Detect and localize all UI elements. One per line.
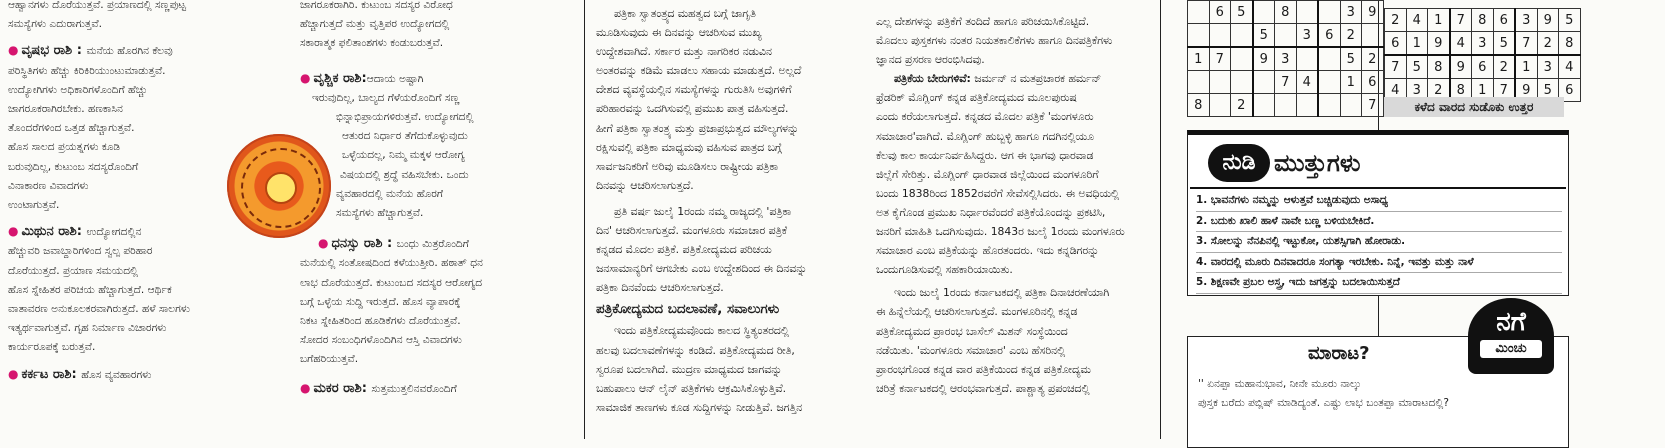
sudoku-cell (1209, 71, 1231, 94)
sudoku-cell: 1 (1406, 32, 1428, 56)
sudoku-cell: 1 (1340, 71, 1362, 94)
sudoku-cell (1188, 24, 1210, 48)
sudoku-cell (1209, 24, 1231, 48)
sudoku-cell (1188, 1, 1210, 24)
sudoku-puzzle-grid (1187, 0, 1384, 117)
quotes-list (1196, 191, 1562, 294)
sudoku-cell: 4 (1385, 79, 1407, 102)
makara-heading: ● ಮಕರ ರಾಶಿ: ಸುತ್ತಮುತ್ತಲಿನವರೊಂದಿಗೆ (300, 380, 457, 396)
sudoku-cell (1318, 71, 1340, 94)
table-row (1188, 1, 1384, 24)
sudoku-cell: 9 (1362, 1, 1384, 24)
sudoku-cell: 8 (1472, 9, 1494, 32)
sudoku-cell: 8 (1275, 1, 1297, 24)
sudoku-cell (1253, 71, 1275, 94)
sudoku-cell (1296, 94, 1318, 117)
sudoku-cell: 9 (1253, 47, 1275, 71)
mithuna-heading: ● ಮಿಥುನ ರಾಶಿ: ಉದ್ಯೋಗದಲ್ಲಿನ (8, 224, 142, 240)
sudoku-cell: 5 (1253, 24, 1275, 48)
article-col-2 (876, 12, 1156, 439)
sudoku-cell: 8 (1188, 94, 1210, 117)
bullet-icon: ● (8, 366, 19, 381)
article-para-2: ಪ್ರತಿ ವರ್ಷ ಜುಲೈ 1ರಂದು ನಮ್ಮ ರಾಜ್ಯದಲ್ಲಿ 'ಪತ್ರಿಕಾ ದಿನ' ಆಚರಿಸಲಾಗುತ್ತದೆ. ಮಂಗಳೂರು ಸಮಾಚಾರ ಪತ್ರಿಕೆ ಕನ್ನಡದ ಮೊದಲ ಪತ್ರಿಕೆ. ಪತ್ರಿಕೋದ್ಯಮದ ಪರಿಚಯ ಜನಸಾಮಾನ್ಯರಿಗೆ ಆಗಬೇಕು ಎಂಬ ಉದ್ದೇಶದಿಂದ ಈ ದಿನವನ್ನು ಪತ್ರಿಕಾ ದಿನವೆಂದು ಆಚರಿಸಲಾಗುತ್ತದೆ. (596, 204, 808, 295)
sudoku-cell: 2 (1537, 32, 1559, 56)
sudoku-cell: 7 (1209, 47, 1231, 71)
sudoku-cell: 7 (1385, 55, 1407, 79)
sudoku-cell: 6 (1493, 9, 1515, 32)
sudoku-cell: 3 (1515, 9, 1537, 32)
horoscope-col-2 (300, 0, 576, 439)
sudoku-cell: 1 (1428, 9, 1450, 32)
sudoku-cell (1296, 1, 1318, 24)
quotes-title-pill: ನುಡಿ (1208, 144, 1270, 182)
vrishabha-heading: ● ವೃಷಭ ರಾಶಿ : ಮನೆಯ ಹೊರಗಿನ ಕೆಲವು (8, 43, 173, 59)
sudoku-cell: 7 (1362, 94, 1384, 117)
sudoku-cell: 3 (1340, 1, 1362, 24)
sudoku-cell: 6 (1472, 55, 1494, 79)
sudoku-cell: 1 (1515, 55, 1537, 79)
sudoku-cell: 6 (1385, 32, 1407, 56)
sudoku-cell: 2 (1493, 55, 1515, 79)
dhanus-text: ಮನೆಯಲ್ಲಿ ಸಂತೋಷದಿಂದ ಕಳೆಯುತ್ತೀರಿ. ಹಠಾತ್ ಧನ ಲಾಭ ದೊರೆಯುತ್ತದೆ. ಕುಟುಂಬದ ಸದಸ್ಯರ ಆರೋಗ್ಯದ ಬಗ್ಗೆ ಒಳ್ಳೆಯ ಸುದ್ದಿ ಇರುತ್ತದೆ. ಹೊಸ ವ್ಯಾಪಾರಕ್ಕೆ ನಿಕಟ ಸ್ನೇಹಿತರಿಂದ ಹೂಡಿಕೆಗಳು ದೊರೆಯುತ್ತವೆ. ಸೋದರ ಸಂಬಂಧಿಗಳೊಂದಿಗಿನ ಆಸ್ತಿ ವಿವಾದಗಳು ಬಗೆಹರಿಯುತ್ತವೆ. (300, 257, 483, 366)
table-row (1188, 71, 1384, 94)
sudoku-cell: 2 (1385, 9, 1407, 32)
vrishabha-text: ಪರಿಸ್ಥಿತಿಗಳು ಹೆಚ್ಚು ಕಿರಿಕಿರಿಯುಂಟುಮಾಡುತ್ತವೆ. ಉದ್ಯೋಗಿಗಳು ಅಧಿಕಾರಿಗಳೊಂದಿಗೆ ಹೆಚ್ಚು ಜಾಗರೂಕರಾಗಿರಬೇಕು. ಹಣಕಾಸಿನ ತೊಂದರೆಗಳಿಂದ ಒತ್ತಡ ಹೆಚ್ಚಾಗುತ್ತವೆ. ಹೊಸ ಸಾಲದ ಪ್ರಯತ್ನಗಳು ಕೂಡಿ ಬರುವುದಿಲ್ಲ, ಕುಟುಂಬ ಸದಸ್ಯರೊಂದಿಗೆ ವಿನಾಕಾರಣ ವಿವಾದಗಳು ಉಂಟಾಗುತ್ತವೆ. (8, 64, 166, 212)
list-item: 3. ಸೋಲನ್ನು ನೆನಪಿನಲ್ಲಿ ಇಟ್ಟುಕೋ, ಯಶಸ್ಸಿಗಾಗಿ ಹೋರಾಡು. (1196, 232, 1562, 253)
sudoku-cell: 7 (1450, 9, 1472, 32)
joke-title: ಮಾರಾಟ? (1308, 343, 1370, 364)
sudoku-cell (1253, 94, 1275, 117)
table-row (1385, 32, 1581, 56)
mithuna-text: ಹೆಚ್ಚುವರಿ ಜವಾಬ್ದಾರಿಗಳಿಂದ ಸ್ವಲ್ಪ ಪರಿಹಾರ ದೊರೆಯುತ್ತದೆ. ಪ್ರಯಾಣ ಸಮಯದಲ್ಲಿ ಹೊಸ ಸ್ನೇಹಿತರ ಪರಿಚಯ ಹೆಚ್ಚಾಗುತ್ತದೆ. ಆರ್ಥಿಕ ವಾತಾವರಣ ಅನುಕೂಲಕರವಾಗಿರುತ್ತದೆ. ಹಳೆ ಸಾಲಗಳು ಇತ್ಯರ್ಥವಾಗುತ್ತವೆ. ಗೃಹ ನಿರ್ಮಾಣ ವಿಚಾರಗಳು ಕಾರ್ಯರೂಪಕ್ಕೆ ಬರುತ್ತವೆ. (8, 245, 190, 354)
sudoku-cell: 5 (1231, 1, 1253, 24)
sudoku-cell: 6 (1362, 71, 1384, 94)
sudoku-cell: 7 (1515, 32, 1537, 56)
article-para-3: ಇಂದು ಪತ್ರಿಕೋದ್ಯಮವೊಂದು ಕಾಲದ ಸ್ಥಿತ್ಯಂತರದಲ್ಲಿ ಹಲವು ಬದಲಾವಣೆಗಳನ್ನು ಕಂಡಿದೆ. ಪತ್ರಿಕೋದ್ಯಮದ ರೀತಿ, ಸ್ವರೂಪ ಬದಲಾಗಿದೆ. ಮುದ್ರಣ ಮಾಧ್ಯಮದ ಜಾಗವನ್ನು ಬಹುಪಾಲು ಆನ್ ಲೈನ್ ಪತ್ರಿಕೆಗಳು ಆಕ್ರಮಿಸಿಕೊಳ್ಳುತ್ತಿವೆ. ಸಾಮಾಜಿಕ ತಾಣಗಳು ಕೂಡ ಸುದ್ದಿಗಳನ್ನು ನೀಡುತ್ತಿವೆ. ಜಗತ್ತಿನ (596, 324, 803, 414)
sudoku-cell (1231, 71, 1253, 94)
sudoku-cell: 5 (1559, 9, 1581, 32)
sudoku-cell: 7 (1493, 79, 1515, 102)
sudoku-cell: 9 (1537, 9, 1559, 32)
sudoku-cell (1275, 94, 1297, 117)
dhanus-heading: ● ಧನಸ್ಸು ರಾಶಿ : ಬಂಧು ಮಿತ್ರರೊಂದಿಗೆ (318, 236, 469, 252)
table-row (1188, 47, 1384, 71)
sudoku-cell (1318, 47, 1340, 71)
sudoku-cell: 5 (1537, 79, 1559, 102)
sudoku-cell (1296, 47, 1318, 71)
joke-badge: ನಗೆ ಮಿಂಚು (1468, 298, 1554, 374)
sudoku-cell: 5 (1340, 47, 1362, 71)
sudoku-cell (1318, 1, 1340, 24)
sudoku-cell: 3 (1406, 79, 1428, 102)
article-col2-para-2: ಪತ್ರಿಕೆಯ ಬೇರುಗಳಿವೆ: ಜರ್ಮನ್ ನ ಮತಪ್ರಚಾರಕ ಹರ್ಮನ್ ಫ್ರೆಡರಿಕ್ ಮೊಗ್ಲಿಂಗ್ ಕನ್ನಡ ಪತ್ರಿಕೋದ್ಯಮದ ಮೂಲಪುರುಷ ಎಂದು ಕರೆಯಲಾಗುತ್ತದೆ. ಕನ್ನಡದ ಮೊದಲ ಪತ್ರಿಕೆ 'ಮಂಗಳೂರು ಸಮಾಚಾರ'ವಾಗಿದೆ. ಮೊಗ್ಲಿಂಗ್ ಹುಬ್ಬಳ್ಳಿ ಹಾಗೂ ಗದಗಿನಲ್ಲಿಯೂ ಕೆಲವು ಕಾಲ ಕಾರ್ಯನಿರ್ವಹಿಸಿದ್ದರು. ಆಗ ಈ ಭಾಗವು ಧಾರವಾಡ ಜಿಲ್ಲೆಗೆ ಸೇರಿತ್ತು. ಮೊಗ್ಲಿಂಗ್ ಧಾರವಾಡ ಜಿಲ್ಲೆಯಿಂದ ಮಂಗಳೂರಿಗೆ ಬಂದು 1838ರಿಂದ 1852ರವರೆಗೆ ಸೇವೆಸಲ್ಲಿಸಿದರು. ಈ ಅವಧಿಯಲ್ಲಿ ಅತ ಕೈಗೊಂಡ ಪ್ರಮುಖ ನಿರ್ಧಾರವೆಂದರೆ ಪತ್ರಿಕೆಯೊಂದನ್ನು ಪ್ರಕಟಿಸಿ, ಜನರಿಗೆ ಮಾಹಿತಿ ಒದಗಿಸುವುದು. 1843ರ ಜುಲೈ 1ರಂದು ಮಂಗಳೂರು ಸಮಾಚಾರ ಎಂಬ ಪತ್ರಿಕೆಯನ್ನು ಹೊರತಂದರು. ಇದು ಕನ್ನಡಿಗರನ್ನು ಒಂದುಗೂಡಿಸುವಲ್ಲಿ ಸಹಕಾರಿಯಾಯಿತು. (876, 72, 1125, 277)
sudoku-cell: 4 (1406, 9, 1428, 32)
horoscope-top-lines: ಆಹ್ವಾನಗಳು ದೊರೆಯುತ್ತವೆ. ಪ್ರಯಾಣದಲ್ಲಿ ಸಣ್ಣಪುಟ್ಟ ಸಮಸ್ಯೆಗಳು ಎದುರಾಗುತ್ತವೆ. (8, 0, 186, 31)
sudoku-cell: 9 (1450, 55, 1472, 79)
list-item: 5. ಶಿಕ್ಷಣವೇ ಪ್ರಬಲ ಅಸ್ತ್ರ, ಇದು ಜಗತ್ತನ್ನು ಬದಲಾಯಿಸುತ್ತದೆ (1196, 273, 1562, 294)
sudoku-cell: 6 (1318, 24, 1340, 48)
bullet-icon: ● (300, 70, 311, 85)
quotes-title: ಮುತ್ತುಗಳು (1274, 149, 1361, 177)
sudoku-cell: 5 (1406, 55, 1428, 79)
sudoku-cell: 2 (1428, 79, 1450, 102)
sudoku-cell: 1 (1188, 47, 1210, 71)
sudoku-cell (1231, 47, 1253, 71)
sudoku-answer-caption: ಕಳೆದ ವಾರದ ಸುಡೊಕು ಉತ್ತರ (1384, 97, 1564, 117)
sudoku-cell: 2 (1231, 94, 1253, 117)
article-col2-subheading: ಪತ್ರಿಕೆಯ ಬೇರುಗಳಿವೆ: (894, 72, 971, 86)
list-item: 2. ಬದುಕು ಖಾಲಿ ಹಾಳೆ ನಾವೇ ಬಣ್ಣ ಬಳಿಯಬೇಕಿದೆ. (1196, 212, 1562, 233)
sudoku-cell: 8 (1559, 32, 1581, 56)
table-row (1188, 24, 1384, 48)
list-item: 1. ಭಾವನೆಗಳು ನಮ್ಮನ್ನು ಆಳುತ್ತವೆ ಬಚ್ಚಿಡುವುದು ಅಸಾಧ್ಯ (1196, 191, 1562, 212)
sudoku-cell (1340, 94, 1362, 117)
sudoku-cell: 3 (1275, 47, 1297, 71)
bullet-icon: ● (300, 380, 311, 395)
table-row (1188, 94, 1384, 117)
article-para-1: ಪತ್ರಿಕಾ ಸ್ವಾತಂತ್ರ್ಯದ ಮಹತ್ವದ ಬಗ್ಗೆ ಜಾಗೃತಿ ಮೂಡಿಸುವುದು ಈ ದಿನವನ್ನು ಆಚರಿಸುವ ಮುಖ್ಯ ಉದ್ದೇಶವಾಗಿದೆ. ಸರ್ಕಾರ ಮತ್ತು ನಾಗರಿಕರ ನಡುವಿನ ಅಂತರವನ್ನು ಕಡಿಮೆ ಮಾಡಲು ಸಹಾಯ ಮಾಡುತ್ತದೆ. ಅಲ್ಲದೆ ದೇಶದ ವ್ಯವಸ್ಥೆಯಲ್ಲಿನ ಸಮಸ್ಯೆಗಳನ್ನು ಗುರುತಿಸಿ ಅವುಗಳಿಗೆ ಪರಿಹಾರವನ್ನು ಒದಗಿಸುವಲ್ಲಿ ಪ್ರಮುಖ ಪಾತ್ರ ವಹಿಸುತ್ತದೆ. ಹೀಗೆ ಪತ್ರಿಕಾ ಸ್ವಾತಂತ್ರ್ಯ ಮತ್ತು ಪ್ರಜಾಪ್ರಭುತ್ವದ ಮೌಲ್ಯಗಳನ್ನು ರಕ್ಷಿಸುವಲ್ಲಿ ಪತ್ರಿಕಾ ಮಾಧ್ಯಮವು ವಹಿಸುವ ಪಾತ್ರದ ಬಗ್ಗೆ ಸಾರ್ವಜನಿಕರಿಗೆ ಅರಿವು ಮೂಡಿಸಲು ರಾಷ್ಟ್ರೀಯ ಪತ್ರಿಕಾ ದಿನವನ್ನು ಆಚರಿಸಲಾಗುತ್ತದೆ. (596, 7, 802, 192)
sudoku-cell: 3 (1296, 24, 1318, 48)
sudoku-cell: 1 (1472, 79, 1494, 102)
article-col2-intro: ಎಲ್ಲ ದೇಶಗಳನ್ನು ಪತ್ರಿಕೆಗೆ ತಂದಿದೆ ಹಾಗೂ ಪರಿಚಯಿಸಿಕೊಟ್ಟಿದೆ. ಮೊದಲು ಪುಸ್ತಕಗಳು ನಂತರ ನಿಯತಕಾಲಿಕೆಗಳು ಹಾಗೂ ದಿನಪತ್ರಿಕೆಗಳು ಜ್ಞಾನದ ಪ್ರಸರಣ ಆರಂಭಿಸಿದವು. (876, 15, 1113, 67)
table-row (1385, 55, 1581, 79)
bullet-icon: ● (8, 224, 19, 239)
vrischika-heading: ● ವೃಶ್ಚಿಕ ರಾಶಿ:ಆದಾಯ ಅಷ್ಟಾಗಿ (300, 70, 424, 86)
sudoku-cell (1209, 94, 1231, 117)
article-col2-para-3: ಇಂದು ಜುಲೈ 1ರಂದು ಕರ್ನಾಟಕದಲ್ಲಿ ಪತ್ರಿಕಾ ದಿನಾಚರಣೆಯಾಗಿ ಈ ಹಿನ್ನೆಲೆಯಲ್ಲಿ ಆಚರಿಸಲಾಗುತ್ತದೆ. ಮಂಗಳೂರಿನಲ್ಲಿ ಕನ್ನಡ ಪತ್ರಿಕೋದ್ಯಮದ ಪ್ರಾರಂಭ ಬಾಸೆಲ್ ಮಿಶನ್ ಸಂಸ್ಥೆಯಿಂದ ನಡೆಯಿತು. 'ಮಂಗಳೂರು ಸಮಾಚಾರ' ಎಂಬ ಹೆಸರಿನಲ್ಲಿ ಪ್ರಾರಂಭಗೊಂಡ ಕನ್ನಡ ವಾರ ಪತ್ರಿಕೆಯಿಂದ ಕನ್ನಡ ಪತ್ರಿಕೋದ್ಯಮ ಚರಿತ್ರೆ ಕರ್ನಾಟಕದಲ್ಲಿ ಆರಂಭವಾಗುತ್ತದೆ. ಪಾಶ್ಚಾತ್ಯ ಪ್ರಪಂಚದಲ್ಲಿ (876, 286, 1110, 395)
sudoku-cell (1231, 24, 1253, 48)
vrischika-text: ಇರುವುದಿಲ್ಲ, ಬಾಲ್ಯದ ಗೆಳೆಯರೊಂದಿಗೆ ಸಣ್ಣ ಭಿನ್ನಾಭಿಪ್ರಾಯಗಳಿರುತ್ತವೆ. ಉದ್ಯೋಗದಲ್ಲಿ ಆತುರದ ನಿರ್ಧಾರ ತೆಗೆದುಕೊಳ್ಳುವುದು ಒಳ್ಳೆಯದಲ್ಲ, ನಿಮ್ಮ ಮಕ್ಕಳ ಆರೋಗ್ಯ ವಿಷಯದಲ್ಲಿ ಶ್ರದ್ಧೆ ವಹಿಸಬೇಕು. ಒಂದು ವ್ಯವಹಾರದಲ್ಲಿ ಮನೆಯ ಹೊರಗೆ ಸಮಸ್ಯೆಗಳು ಹೆಚ್ಚಾಗುತ್ತವೆ. (312, 91, 474, 220)
table-row (1385, 9, 1581, 32)
column-rule (1160, 0, 1161, 439)
sudoku-cell (1253, 1, 1275, 24)
sudoku-cell (1362, 24, 1384, 48)
sudoku-cell: 8 (1428, 55, 1450, 79)
joke-text: '' ಏನಪ್ಪಾ ಮಹಾನುಭಾವ, ನೀನೇ ಮೂರು ನಾಲ್ಕು ಪುಸ್ತಕ ಬರೆದು ಪಬ್ಲಿಷ್ ಮಾಡಿದ್ಯಂತೆ. ಎಷ್ಟು ಲಾಭ ಬಂತಪ್ಪಾ ಮಾರಾಟದಲ್ಲಿ? (1198, 378, 1449, 409)
sudoku-cell: 4 (1450, 32, 1472, 56)
bullet-icon: ● (318, 236, 329, 251)
bullet-icon: ● (8, 43, 19, 58)
sudoku-cell: 3 (1472, 32, 1494, 56)
sudoku-cell: 3 (1537, 55, 1559, 79)
sudoku-cell (1318, 94, 1340, 117)
article-col-1 (596, 4, 879, 439)
sudoku-cell: 8 (1450, 79, 1472, 102)
sudoku-cell: 5 (1493, 32, 1515, 56)
sudoku-cell: 9 (1428, 32, 1450, 56)
list-item: 4. ವಾರದಲ್ಲಿ ಮೂರು ದಿನವಾದರೂ ಸಂಗತ್ಯಾ ಇರಬೇಕು. ನಿನ್ನೆ, ಇವತ್ತು ಮತ್ತು ನಾಳೆ (1196, 253, 1562, 274)
sudoku-cell (1188, 71, 1210, 94)
sudoku-cell (1275, 24, 1297, 48)
sudoku-cell: 4 (1296, 71, 1318, 94)
sudoku-cell: 9 (1515, 79, 1537, 102)
column-rule (584, 0, 585, 439)
sudoku-cell: 7 (1275, 71, 1297, 94)
sun-icon (265, 172, 297, 204)
karkata-heading: ● ಕರ್ಕಟ ರಾಶಿ: ಹೊಸ ವ್ಯವಹಾರಗಳು (8, 366, 152, 382)
sudoku-cell: 2 (1340, 24, 1362, 48)
article-subheading: ಪತ್ರಿಕೋದ್ಯಮದ ಬದಲಾವಣೆ, ಸವಾಲುಗಳು (596, 302, 780, 318)
sudoku-cell: 4 (1559, 55, 1581, 79)
sudoku-answer-grid (1384, 8, 1581, 102)
horoscope-col2-top: ಜಾಗರೂಕರಾಗಿರಿ. ಕುಟುಂಬ ಸದಸ್ಯರ ವಿರೋಧ ಹೆಚ್ಚಾಗುತ್ತದೆ ಮತ್ತು ವೃತ್ತಿಪರ ಉದ್ಯೋಗದಲ್ಲಿ ಸಕಾರಾತ್ಮಕ ಫಲಿತಾಂಶಗಳು ಕಂಡುಬರುತ್ತವೆ. (300, 0, 453, 50)
sudoku-cell: 6 (1559, 79, 1581, 102)
quotes-box (1187, 130, 1569, 296)
sudoku-cell: 2 (1362, 47, 1384, 71)
sudoku-cell: 6 (1209, 1, 1231, 24)
